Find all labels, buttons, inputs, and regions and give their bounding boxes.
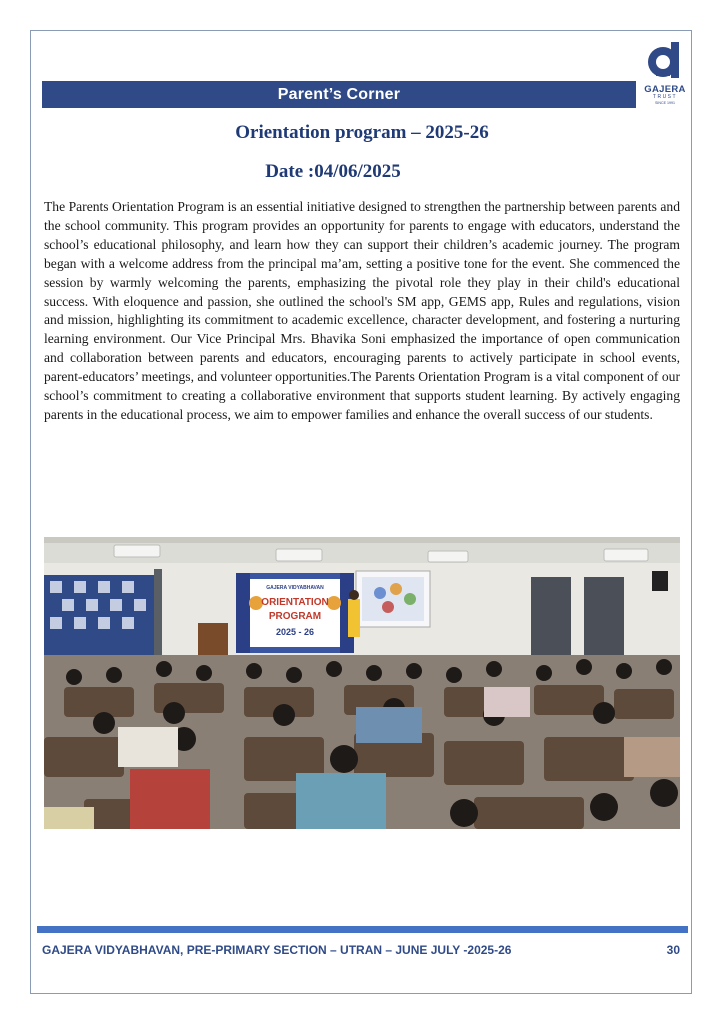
- banner-year: 2025 - 26: [275, 627, 315, 637]
- logo-since: SINCE 1991: [655, 101, 675, 105]
- section-header-bar: [42, 81, 636, 108]
- body-paragraph: The Parents Orientation Program is an essential initiative designed to strengthen the partnership between parents and the school community. This program provides an opportunity for parents to engage with educators, understand the school’s educational philosophy, and learn how they can support their children’s academic journey. The program began with a welcome address from the principal ma’am, setting a positive tone for the event. She commenced the session by warmly welcoming the parents, emphasizing the pivotal role they play in their child's educational success. With eloquence and passion, she outlined the school's SM app, GEMS app, Rules and regulations, vision and mission, highlighting its commitment to academic excellence, character development, and fostering a nurturing learning environment. Our Vice Principal Mrs. Bhavika Soni emphasized the importance of open communication and collaboration between parents and educators, encouraging parents to actively participate in school events, parent-educators’ meetings, and volunteer opportunities.The Parents Orientation Program is a vital component of our school’s commitment to creating a collaborative environment that supports student learning. By actively engaging parents in the educational process, we aim to empower families and enhance the overall success of our students.: [44, 199, 680, 422]
- program-title: Orientation program – 2025-26: [235, 122, 489, 143]
- footer-bar: [37, 926, 688, 933]
- event-photo-illustration: [44, 537, 680, 829]
- banner-school-name: GAJERA VIDYABHAVAN: [266, 585, 324, 591]
- banner-orientation: ORIENTATION: [261, 597, 329, 608]
- banner-program: PROGRAM: [268, 611, 322, 622]
- section-title: Parent’s Corner: [277, 85, 401, 103]
- logo-name: GAJERA: [644, 84, 686, 95]
- gajera-trust-logo: [642, 38, 688, 108]
- page-number: 30: [666, 943, 680, 957]
- logo-subtitle: TRUST: [652, 94, 678, 100]
- logo-mark-icon: [642, 38, 688, 84]
- program-date: Date :04/06/2025: [265, 161, 401, 182]
- footer-school-info: GAJERA VIDYABHAVAN, PRE-PRIMARY SECTION – UTRAN – JUNE JULY -2025-26: [42, 943, 512, 957]
- event-photo: [44, 537, 680, 829]
